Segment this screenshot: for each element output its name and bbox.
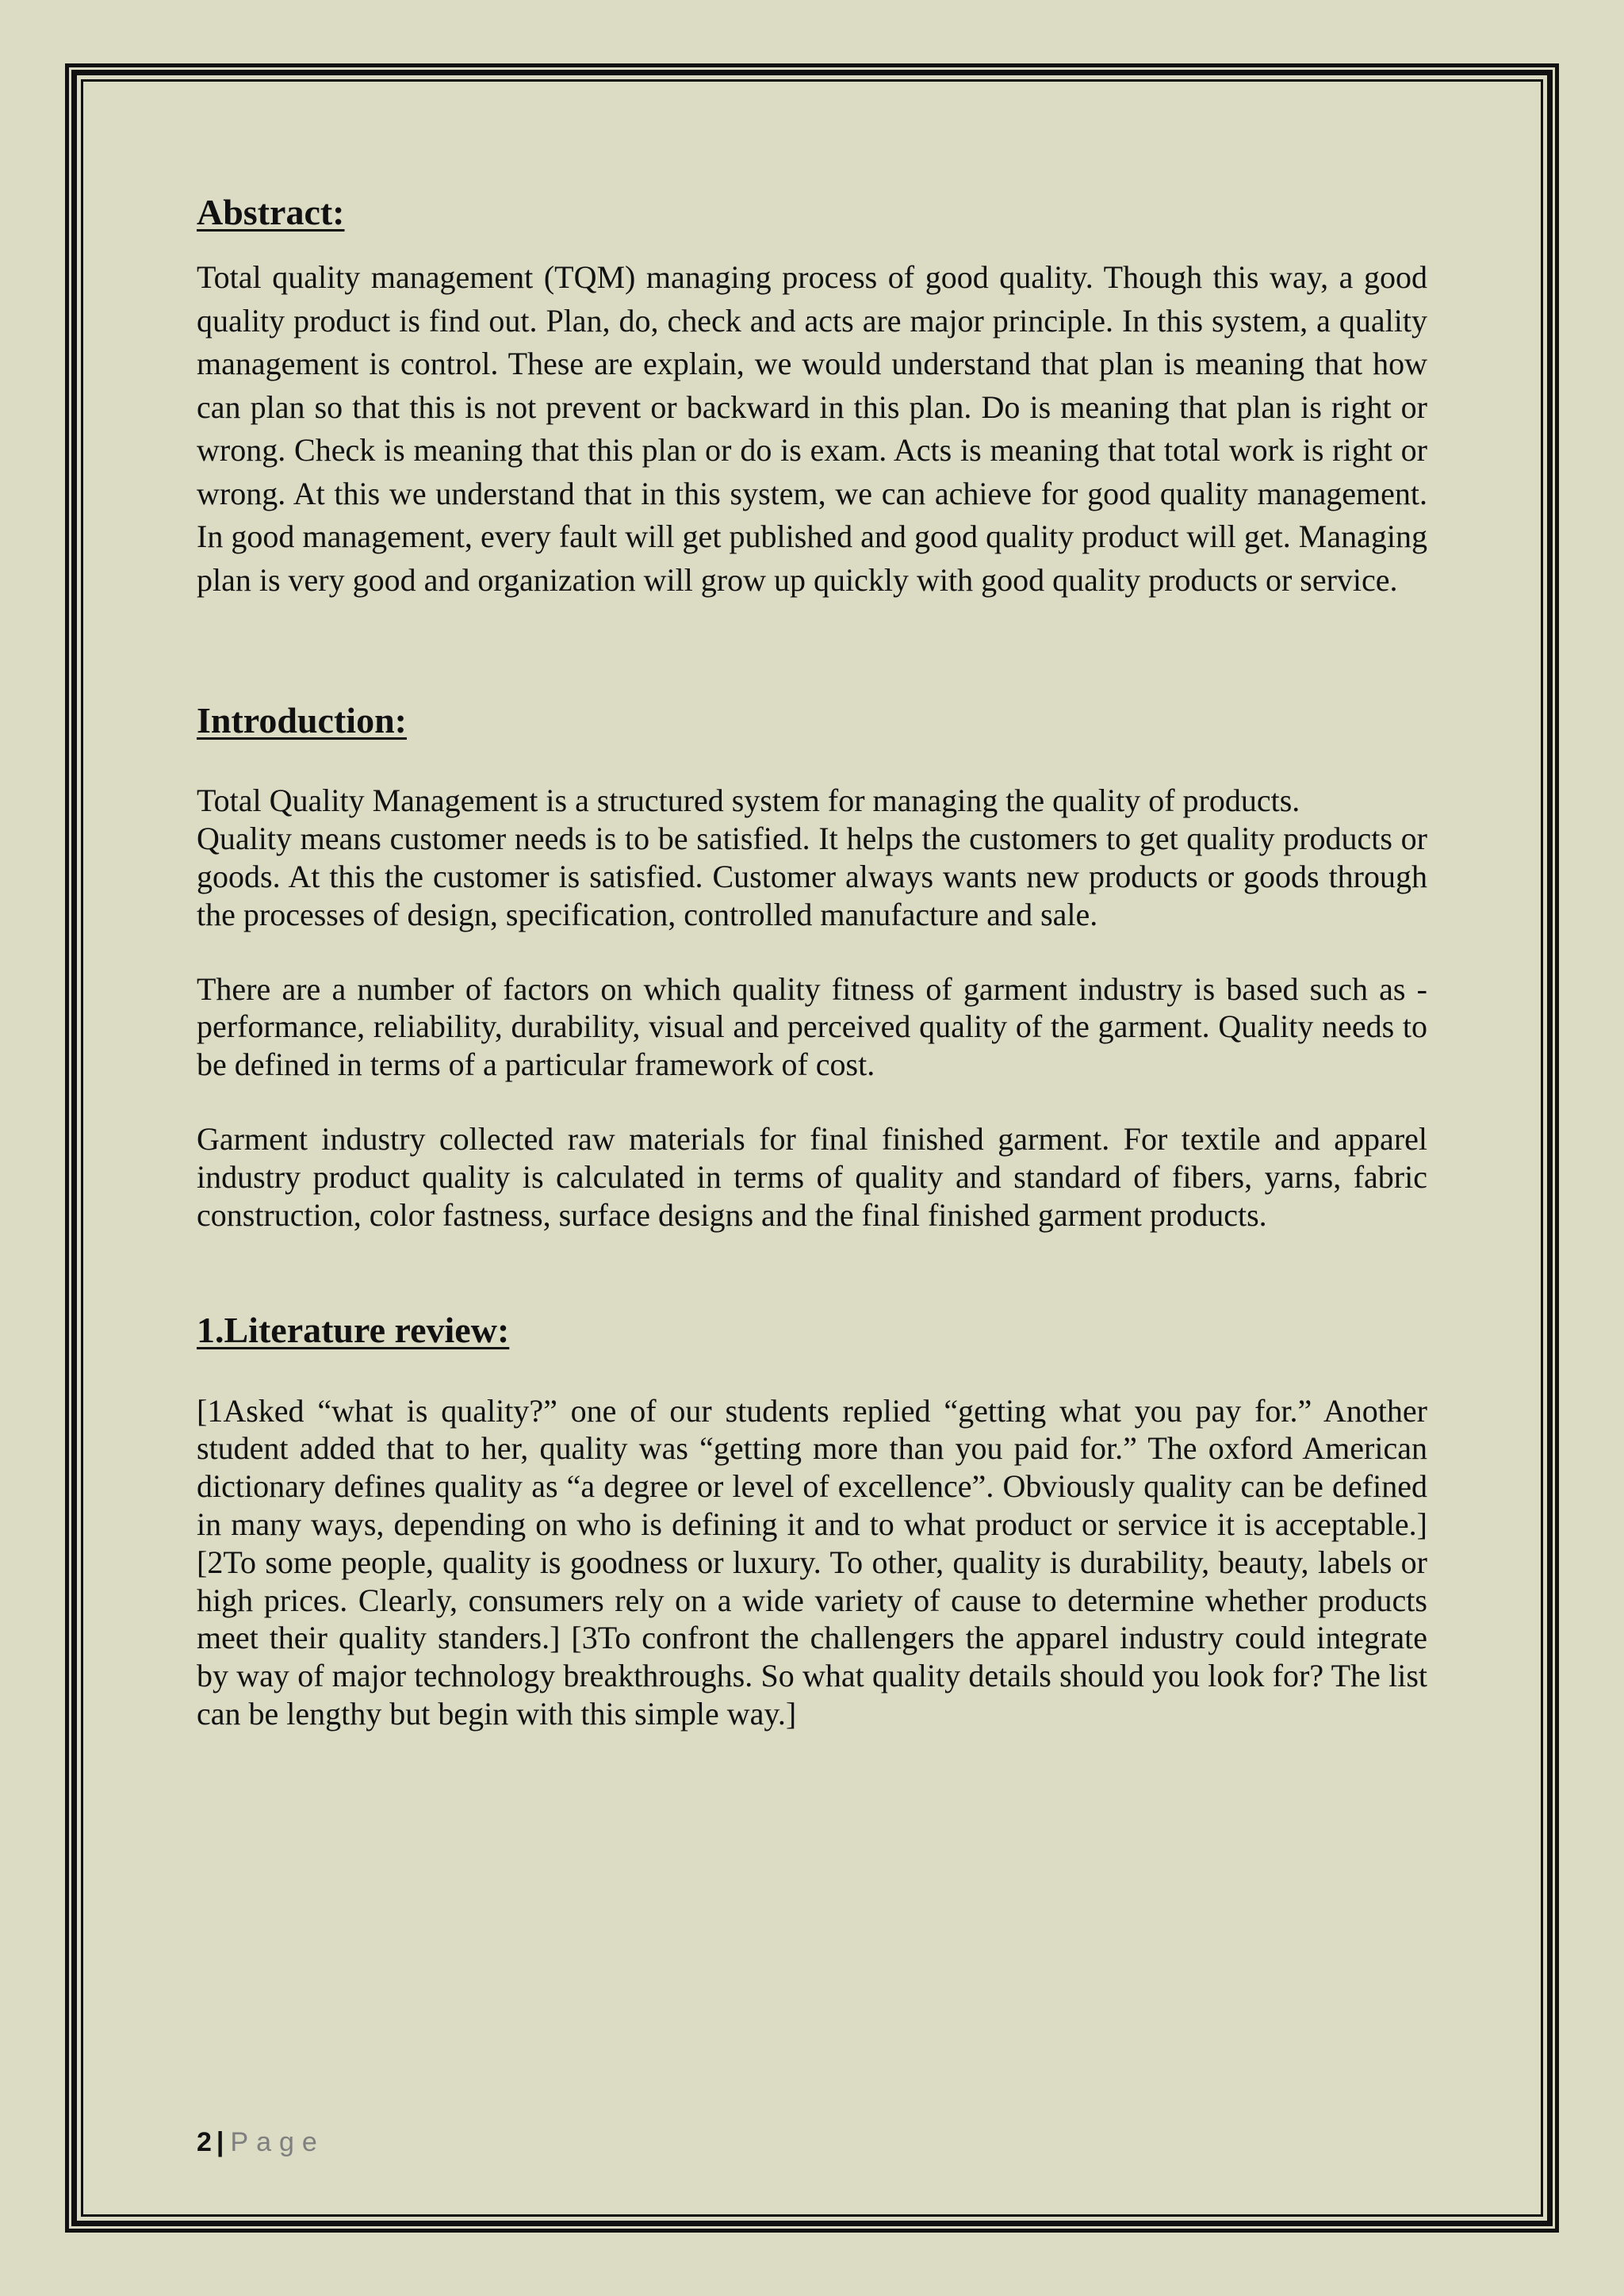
introduction-paragraph-1-continued: Quality means customer needs is to be satisfied. It helps the customers to get quality products or goods. At this the customer is satisfied. Customer always wants new products or goods through the processes of design, specification, controlled manufacture and sale. bbox=[197, 821, 1427, 932]
page-content bbox=[197, 190, 1427, 1733]
abstract-heading: Abstract: bbox=[197, 192, 345, 232]
introduction-paragraph-2: There are a number of factors on which quality fitness of garment industry is based such as - performance, reliability, durability, visual and perceived quality of the garment. Quality needs to be defined in terms of a particular framework of cost. bbox=[197, 970, 1427, 1083]
abstract-paragraph: Total quality management (TQM) managing process of good quality. Though this way, a good quality product is find out. Plan, do, check and acts are major principle. In this system, a quality management is control. These are explain, we would understand that plan is meaning that how can plan so that this is not prevent or backward in this plan. Do is meaning that plan is right or wrong. Check is meaning that this plan or do is exam. Acts is meaning that total work is right or wrong. At this we understand that in this system, we can achieve for good quality management. In good management, every fault will get published and good quality product will get. Managing plan is very good and organization will grow up quickly with good quality products or service. bbox=[197, 259, 1427, 598]
introduction-paragraph-3: Garment industry collected raw materials for final finished garment. For textile and apparel industry product quality is calculated in terms of quality and standard of fibers, yarns, fabric construction, color fastness, surface designs and the final finished garment products. bbox=[197, 1120, 1427, 1233]
literature-review-heading: 1.Literature review: bbox=[197, 1310, 510, 1351]
introduction-paragraph-1 bbox=[197, 782, 1427, 820]
page-label: Page bbox=[230, 2127, 325, 2157]
page-separator: | bbox=[216, 2127, 224, 2157]
literature-review-paragraph: [1Asked “what is quality?” one of our students replied “getting what you pay for.” Another student added that to her, quality was “getting more than you paid for.” The oxford American dictionary defines quality as “a degree or level of excellence”. Obviously quality can be defined in many ways, depending on who is defining it and to what product or service it is acceptable.] [2To some people, quality is goodness or luxury. To other, quality is durability, beauty, labels or high prices. Clearly, consumers rely on a wide variety of cause to determine whether products meet their quality standers.] [3To confront the challengers the apparel industry could integrate by way of major technology breakthroughs. So what quality details should you look for? The list can be lengthy but begin with this simple way.] bbox=[197, 1392, 1427, 1732]
introduction-paragraph-1-line-1: Total Quality Management is a structured system for managing the quality of products. bbox=[197, 783, 1300, 819]
page-number: 2 bbox=[197, 2127, 212, 2157]
page-footer bbox=[197, 2127, 325, 2158]
introduction-heading: Introduction: bbox=[197, 700, 407, 741]
